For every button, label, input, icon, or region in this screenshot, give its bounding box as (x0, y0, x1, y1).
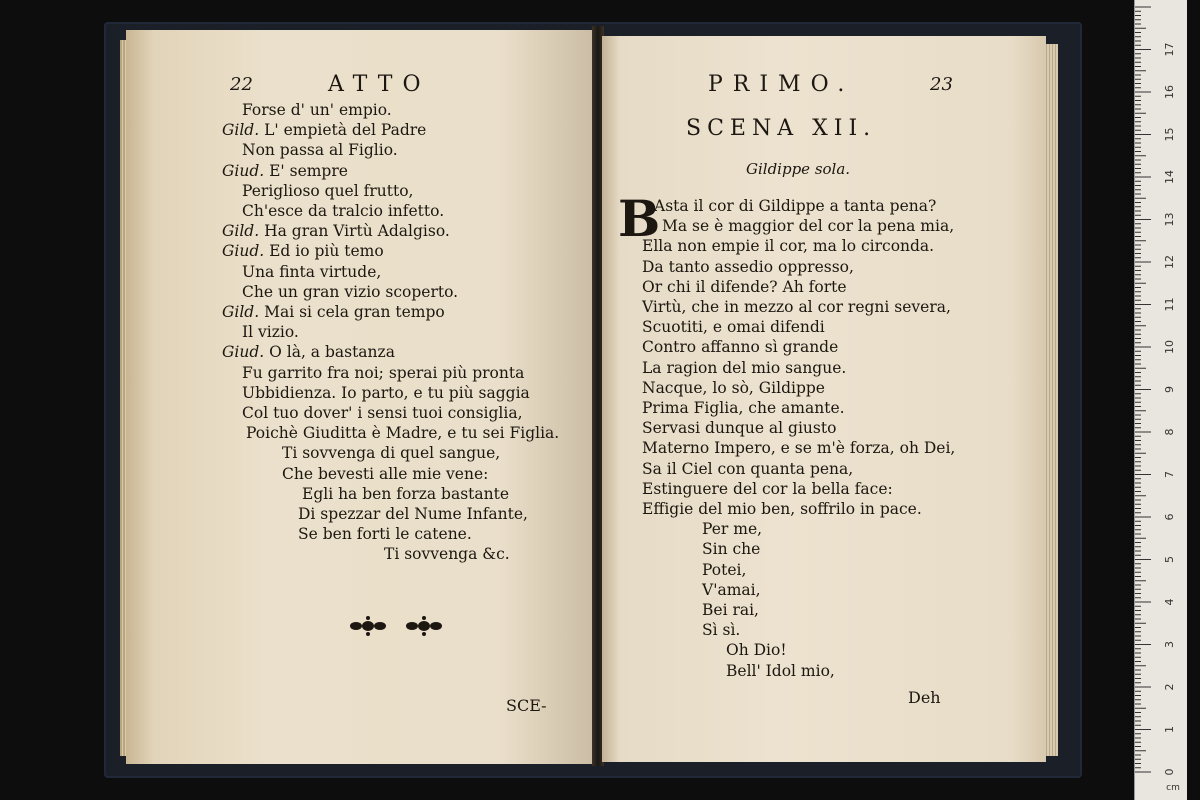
left-text-line (222, 342, 559, 362)
ruler-ticks (1135, 0, 1187, 800)
left-page-number: 22 (230, 74, 253, 95)
scene-subtitle: Gildippe sola. (746, 160, 851, 178)
right-text-line: Bell' Idol mio, (726, 661, 835, 680)
ruler-label: 7 (1163, 471, 1176, 478)
verse-text: Ubbidienza. Io parto, e tu più saggia (242, 383, 530, 402)
speaker-label: Giud. (222, 242, 265, 261)
verse-text: Ha gran Virtù Adalgiso. (264, 222, 450, 241)
left-text-line (222, 383, 559, 403)
ruler-label: 1 (1163, 726, 1176, 733)
left-page (126, 30, 594, 764)
right-text-line: Sì sì. (702, 621, 741, 640)
ruler-label: 12 (1163, 255, 1176, 269)
ruler-label: 13 (1163, 212, 1176, 227)
right-text-line: Per me, (702, 520, 763, 539)
left-text-line (222, 443, 559, 463)
printer-ornament (344, 614, 448, 638)
verse-text: Mai si cela gran tempo (264, 303, 445, 322)
ruler-label: 5 (1163, 556, 1176, 563)
ruler-label: 9 (1163, 386, 1176, 393)
ruler-label: 10 (1163, 340, 1176, 354)
left-text-line (222, 140, 559, 160)
left-text-line (222, 524, 559, 544)
verse-text: Egli ha ben forza bastante (302, 484, 510, 503)
right-text-line: Contro affanno sì grande (642, 338, 839, 357)
verse-text: Forse d' un' empio. (242, 101, 392, 119)
drop-cap: B (618, 189, 661, 248)
speaker-label: Giud. (222, 343, 265, 362)
verse-text: Se ben forti le catene. (298, 525, 472, 544)
measuring-ruler (1134, 0, 1187, 800)
ruler-label: 15 (1163, 127, 1176, 142)
verse-text: E' sempre (269, 161, 348, 180)
left-text-line (222, 322, 559, 342)
speaker-label: Gild. (222, 303, 260, 322)
verse-text: Col tuo dover' i sensi tuoi consiglia, (242, 404, 523, 423)
right-text-line: Sin che (702, 540, 761, 559)
ruler-label: 11 (1163, 297, 1176, 312)
left-text-line (222, 464, 559, 484)
verse-text: Fu garrito fra noi; sperai più pronta (242, 363, 525, 382)
ruler-label: 14 (1163, 170, 1176, 184)
left-text-line (222, 544, 559, 564)
left-text-line (222, 161, 559, 181)
right-text-line: Potei, (702, 560, 747, 579)
left-text-line (222, 100, 559, 120)
verse-text: Non passa al Figlio. (242, 141, 398, 160)
left-running-head: ATTO (328, 72, 431, 97)
ruler-label: 8 (1163, 428, 1176, 436)
right-page (602, 36, 1046, 762)
ruler-unit: cm (1166, 783, 1180, 793)
right-text-line: La ragion del mio sangue. (642, 358, 847, 377)
verse-text: Ti sovvenga &c. (384, 545, 510, 564)
verse-text: Periglioso quel frutto, (242, 181, 414, 200)
right-text-line: Scuotiti, e omai difendi (642, 318, 825, 337)
verse-text: O là, a bastanza (269, 343, 395, 362)
left-text-line (222, 423, 559, 443)
right-page-edges (1044, 44, 1058, 756)
right-text-line: Ella non empie il cor, ma lo circonda. (642, 237, 935, 256)
left-text-line (222, 504, 559, 524)
right-text-line: Virtù, che in mezzo al cor regni severa, (642, 298, 951, 317)
right-page-text (642, 196, 955, 681)
verse-text: Di spezzar del Nume Infante, (298, 505, 528, 524)
verse-text: Il vizio. (242, 323, 299, 342)
right-text-line: Oh Dio! (726, 641, 787, 660)
ruler-label: 6 (1163, 513, 1176, 521)
verse-text: L' empietà del Padre (264, 121, 427, 140)
left-text-line (222, 262, 559, 282)
left-text-line (222, 201, 559, 221)
verse-text: Che bevesti alle mie vene: (282, 464, 489, 483)
verse-text: Poichè Giuditta è Madre, e tu sei Figlia. (246, 424, 560, 443)
left-text-line (222, 241, 559, 261)
left-text-line (222, 120, 559, 140)
ruler-label: 0 (1163, 768, 1176, 776)
right-text-line: Prima Figlia, che amante. (642, 399, 845, 418)
left-text-line (222, 181, 559, 201)
right-text-line: Nacque, lo sò, Gildippe (642, 378, 825, 397)
right-text-line: Da tanto assedio oppresso, (642, 257, 854, 276)
speaker-label: Giud. (222, 161, 265, 180)
left-text-line (222, 363, 559, 383)
right-catchword: Deh (908, 688, 941, 707)
speaker-label: Gild. (222, 222, 260, 241)
left-text-line (222, 403, 559, 423)
left-catchword: SCE- (506, 696, 547, 715)
left-text-line (222, 484, 559, 504)
scene-title: SCENA XII. (686, 116, 877, 141)
right-text-line: Asta il cor di Gildippe a tanta pena? (654, 197, 937, 215)
verse-text: Una finta virtude, (242, 262, 382, 281)
right-text-line: Bei rai, (702, 601, 759, 620)
ruler-label: 3 (1163, 641, 1176, 648)
right-text-line: Materno Impero, e se m'è forza, oh Dei, (642, 439, 956, 458)
left-text-line (222, 302, 559, 322)
ruler-label: 16 (1163, 85, 1176, 99)
verse-text: Ti sovvenga di quel sangue, (282, 444, 501, 463)
right-text-line: Sa il Ciel con quanta pena, (642, 459, 854, 478)
left-text-line (222, 221, 559, 241)
right-text-line: Ma se è maggior del cor la pena mia, (662, 217, 955, 236)
right-text-line: Or chi il difende? Ah forte (642, 277, 847, 296)
right-text-line: Effigie del mio ben, soffrilo in pace. (642, 500, 922, 519)
ruler-label: 2 (1163, 683, 1176, 691)
ruler-label: 17 (1163, 42, 1176, 57)
verse-text: Ed io più temo (269, 242, 384, 261)
right-page-number: 23 (930, 74, 953, 95)
verse-text: Ch'esce da tralcio infetto. (242, 202, 445, 221)
left-page-text (222, 100, 559, 565)
right-text-line: Servasi dunque al giusto (642, 419, 837, 438)
left-text-line (222, 282, 559, 302)
ruler-label: 4 (1163, 598, 1176, 606)
right-running-head: PRIMO. (708, 72, 855, 97)
verse-text: Che un gran vizio scoperto. (242, 282, 459, 301)
right-text-line: V'amai, (702, 580, 761, 599)
speaker-label: Gild. (222, 121, 260, 140)
right-text-line: Estinguere del cor la bella face: (642, 479, 893, 498)
